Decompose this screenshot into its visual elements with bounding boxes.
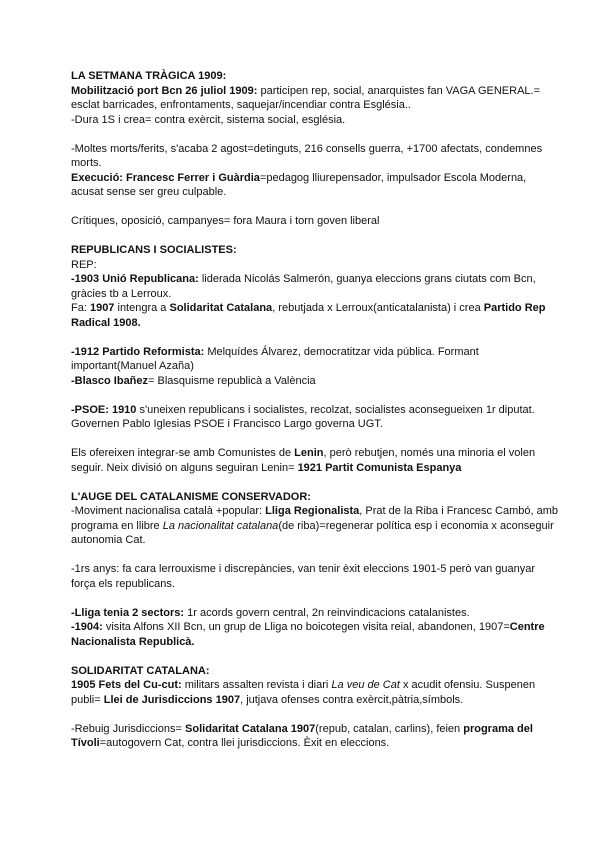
paragraph-execucio: Execució: Francesc Ferrer i Guàrdia=pedagog lliurepensador, impulsador Escola Moderna, acusat sense ser greu culpable. xyxy=(71,171,527,198)
paragraph-psoe: -PSOE: 1910 s'uneixen republicans i socialistes, recolzat, socialistes aconsegueixen 1r diputat. Governen Pablo Iglesias PSOE i Francisco Largo governa UGT. xyxy=(71,403,535,430)
spacer xyxy=(71,200,560,215)
spacer xyxy=(71,330,560,345)
spacer xyxy=(71,548,560,563)
paragraph-1904: -1904: visita Alfons XII Bcn, un grup de Lliga no boicotegen visita reial, abandonen, 1907=Centre Nacionalista Republicà. xyxy=(71,621,545,648)
section-heading-setmana-tragica: LA SETMANA TRÀGICA 1909: xyxy=(71,70,227,82)
spacer xyxy=(71,475,560,490)
section-heading-catalanisme: L'AUGE DEL CATALANISME CONSERVADOR: xyxy=(71,490,311,503)
paragraph-blasco-ibanez: -Blasco Ibañez= Blasquisme republicà a València xyxy=(71,374,316,387)
paragraph-partido-reformista: -1912 Partido Reformista: Melquídes Álvarez, democratitzar vida pública. Formant important(Manuel Azaña) xyxy=(71,345,479,372)
section-heading-solidaritat: SOLIDARITAT CATALANA: xyxy=(71,664,210,677)
paragraph-lliga-sectors: -Lliga tenia 2 sectors: 1r acords govern central, 2n reinvindicacions catalanistes. xyxy=(71,606,470,619)
paragraph-lliga-regionalista: -Moviment nacionalisa català +popular: Lliga Regionalista, Prat de la Riba i Francesc Cambó, amb programa en llibre La nacionalitat catalana(de riba)=regenerar política esp i economia x aconseguir autonomia Cat. xyxy=(71,505,558,546)
section-heading-republicans: REPUBLICANS I SOCIALISTES: xyxy=(71,244,237,256)
paragraph-critiques: Crítiques, oposició, campanyes= fora Maura i torn goven liberal xyxy=(71,215,380,227)
paragraph-rebuig-jurisdiccions: -Rebuig Jurisdiccions= Solidaritat Catalana 1907(repub, catalan, carlins), feien programa del Tívoli=autogovern Cat, contra llei jurisdiccions. Èxit en eleccions. xyxy=(71,722,533,749)
spacer xyxy=(71,388,560,403)
paragraph-morts: -Moltes morts/ferits, s'acaba 2 agost=detinguts, 216 consells guerra, +1700 afectats, condemnes morts. xyxy=(71,142,543,169)
spacer xyxy=(71,707,560,722)
paragraph-primers-anys: -1rs anys: fa cara lerrouxisme i discrepàncies, van tenir èxit eleccions 1901-5 però van guanyar força els republicans. xyxy=(71,563,536,590)
spacer xyxy=(71,432,560,447)
paragraph-dura: -Dura 1S i crea= contra exèrcit, sistema social, església. xyxy=(71,113,346,126)
spacer xyxy=(71,127,560,142)
spacer xyxy=(71,649,560,664)
paragraph-fa-1907: Fa: 1907 intengra a Solidaritat Catalana, rebutjada x Lerroux(anticatalanista) i crea Partido Rep Radical 1908. xyxy=(71,302,546,329)
paragraph-unio-republicana: -1903 Unió Republicana: liderada Nicolás Salmerón, guanya eleccions grans ciutats com Bcn, gràcies tb a Lerroux. xyxy=(71,273,536,300)
label-rep: REP: xyxy=(71,258,97,271)
spacer xyxy=(71,591,560,606)
paragraph-lenin: Els ofereixen integrar-se amb Comunistes de Lenin, però rebutjen, només una minoria el volen seguir. Neix divisió on alguns seguiran Lenin= 1921 Partit Comunista Espanya xyxy=(71,447,536,474)
spacer xyxy=(71,229,560,244)
paragraph-mobilitzacio: Mobilització port Bcn 26 juliol 1909: participen rep, social, anarquistes fan VAGA GENERAL.= esclat barricades, enfrontaments, saquejar/incendiar contra Església.. xyxy=(71,84,541,111)
paragraph-cu-cut: 1905 Fets del Cu-cut: militars assalten revista i diari La veu de Cat x acudit ofensiu. Suspenen publi= Llei de Jurisdiccions 1907, jutjava ofenses contra exèrcit,pàtria,símbols. xyxy=(71,679,536,706)
